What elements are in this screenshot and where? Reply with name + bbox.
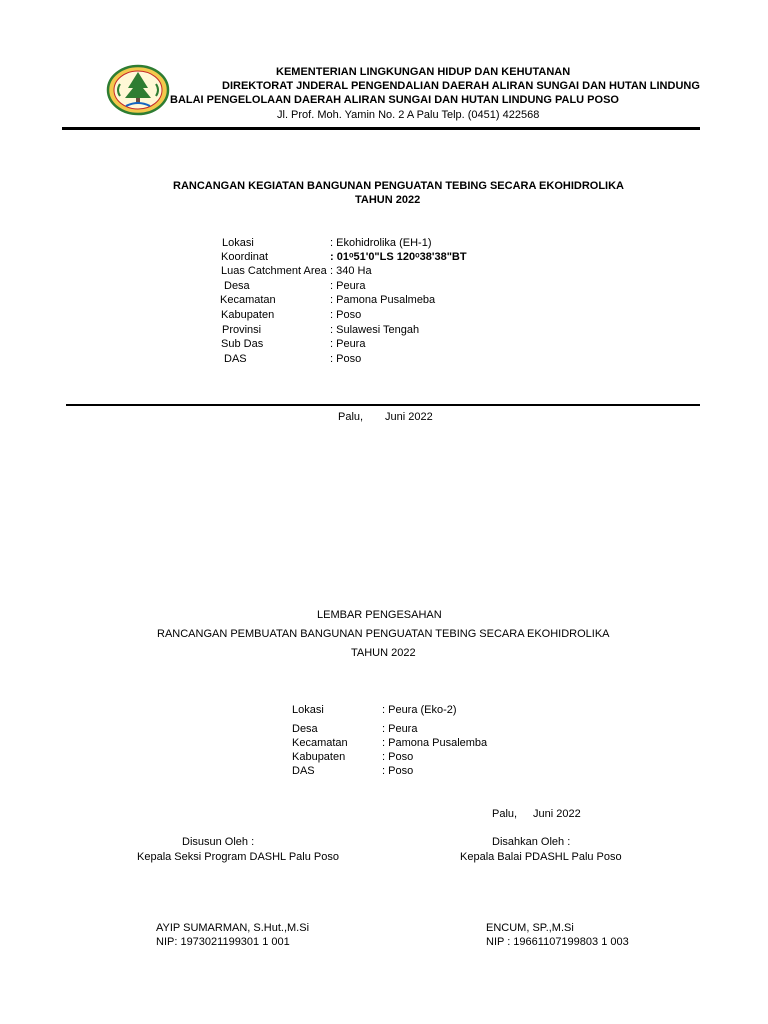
compiler-position: Kepala Seksi Program DASHL Palu Poso (137, 851, 339, 863)
approver-position: Kepala Balai PDASHL Palu Poso (460, 851, 622, 863)
date-month: Juni 2022 (385, 411, 433, 423)
header-divider (62, 127, 700, 130)
approved-by-label: Disahkan Oleh : (492, 836, 571, 848)
header-office: BALAI PENGELOLAAN DAERAH ALIRAN SUNGAI DAN HUTAN LINDUNG PALU POSO (170, 94, 619, 106)
approval-date-month: Juni 2022 (533, 808, 581, 820)
approval-date-city: Palu, (492, 808, 518, 820)
compiler-nip: NIP: 1973021199301 1 001 (156, 936, 290, 948)
date-city: Palu, (338, 411, 364, 423)
approval-title: RANCANGAN PEMBUATAN BANGUNAN PENGUATAN TEBING SECARA EKOHIDROLIKA (157, 628, 610, 640)
doc-year: TAHUN 2022 (355, 194, 421, 206)
header-ministry: KEMENTERIAN LINGKUNGAN HIDUP DAN KEHUTANAN (276, 66, 571, 78)
details-list: Lokasi : Ekohidrolika (EH-1) Koordinat : 01ᵒ51'0"LS 120ᵒ38'38"BT Luas Catchment Area : 340 Ha Desa : Peura Kecamatan : Pamona Pusalmeba Kabupaten : Poso Provinsi : Sulawesi Tengah Sub Das : Peura DAS : Poso (220, 237, 467, 365)
approval-heading: LEMBAR PENGESAHAN (317, 609, 442, 621)
header-directorate: DIREKTORAT JNDERAL PENGENDALIAN DAERAH ALIRAN SUNGAI DAN HUTAN LINDUNG (222, 80, 700, 92)
approval-details: Lokasi : Peura (Eko-2) Desa : Peura Kecamatan : Pamona Pusalemba Kabupaten : Poso DAS : Poso (292, 704, 488, 777)
approver-name: ENCUM, SP.,M.Si (486, 922, 574, 934)
ministry-logo-icon (106, 64, 170, 116)
section-divider (66, 404, 700, 406)
approval-year: TAHUN 2022 (351, 647, 416, 659)
compiler-name: AYIP SUMARMAN, S.Hut.,M.Si (156, 922, 310, 934)
approver-nip: NIP : 19661107199803 1 003 (486, 936, 629, 948)
doc-title: RANCANGAN KEGIATAN BANGUNAN PENGUATAN TEBING SECARA EKOHIDROLIKA (173, 180, 624, 192)
header-address: Jl. Prof. Moh. Yamin No. 2 A Palu Telp. (0451) 422568 (277, 109, 540, 121)
compiled-by-label: Disusun Oleh : (182, 836, 255, 848)
